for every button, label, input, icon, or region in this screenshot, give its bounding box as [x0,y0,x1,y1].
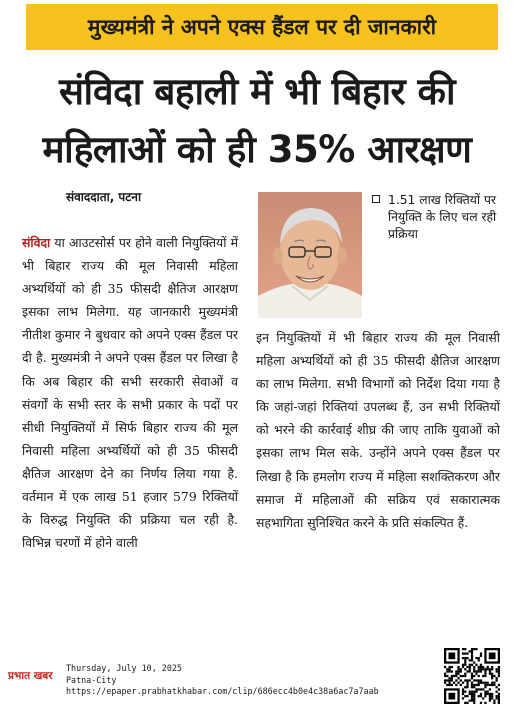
article-column-1 [22,231,238,554]
footer-info [66,663,379,698]
logo-text: प्रभात खबर [8,670,53,682]
portrait-photo [258,192,362,318]
footer-date: Thursday, July 10, 2025 [66,663,182,673]
footer-edition: Patna-City [66,674,117,685]
portrait-illustration [258,192,362,318]
article-column-2: इन नियुक्तियों में भी बिहार राज्य की मूल निवासी महिला अभ्यर्थियों को ही 35 फीसदी क्षैतिज आरक्षण का लाभ मिलेगा. सभी विभागों को निर्देश दिया गया है कि जहां-जहां रिक्तियां उपलब्ध हैं, उन सभी रिक्तियों को भरने की कार्रवाई शीघ्र की जाए ताकि युवाओं को इसका लाभ मिल सके. उन्होंने अपने एक्स हैंडल पर लिखा है कि हमलोग राज्य में महिला सशक्तिकरण और समाज में महिलाओं की सक्रिय एवं सकारात्मक सहभागिता सुनिश्चित करने के प्रति संकल्पित हैं. [256,330,500,530]
qr-code-icon[interactable] [444,648,500,704]
kicker-banner [26,4,498,50]
headline-line-1: संविदा बहाली में भी बिहार की [58,70,456,113]
square-bullet-icon [372,195,380,203]
byline: संवाददाता, पटना [66,190,142,204]
footer-url[interactable]: https://epaper.prabhatkhabar.com/clip/686ecc4b0e4c38a6ac7a7aab [66,686,379,696]
lead-word: संविदा [22,235,51,250]
column-1-text: या आउटसोर्स पर होने वाली नियुक्तियों में भी बिहार राज्य की मूल निवासी महिला अभ्यर्थियों को ही 35 फीसदी क्षैतिज आरक्षण इसका लाभ मिलेगा. यह जानकारी मुख्यमंत्री नीतीश कुमार ने बुधवार को अपने एक्स हैंडल पर दी है. मुख्यमंत्री ने अपने एक्स हैंडल पर लिखा है कि अब बिहार की सभी सरकारी सेवाओं व संवर्गों के सभी स्तर के सभी प्रकार के पदों पर सीधी नियुक्तियों में सिर्फ बिहार राज्य की मूल निवासी महिला अभ्यर्थियों को ही 35 फीसदी क्षैतिज आरक्षण देने का निर्णय लिया गया है. वर्तमान में एक लाख 51 हजार 579 रिक्तियों के विरुद्ध नियुक्ति की प्रक्रिया चल रही है. विभिन्न चरणों में होने वाली [22,235,238,551]
sidebar-note: 1.51 लाख रिक्तियों पर नियुक्ति के लिए चल रही प्रक्रिया [388,193,497,241]
kicker-text: मुख्यमंत्री ने अपने एक्स हैंडल पर दी जानकारी [87,15,437,39]
prabhat-khabar-logo [6,666,62,688]
headline-line-2: महिलाओं को ही 35% आरक्षण [42,128,472,171]
